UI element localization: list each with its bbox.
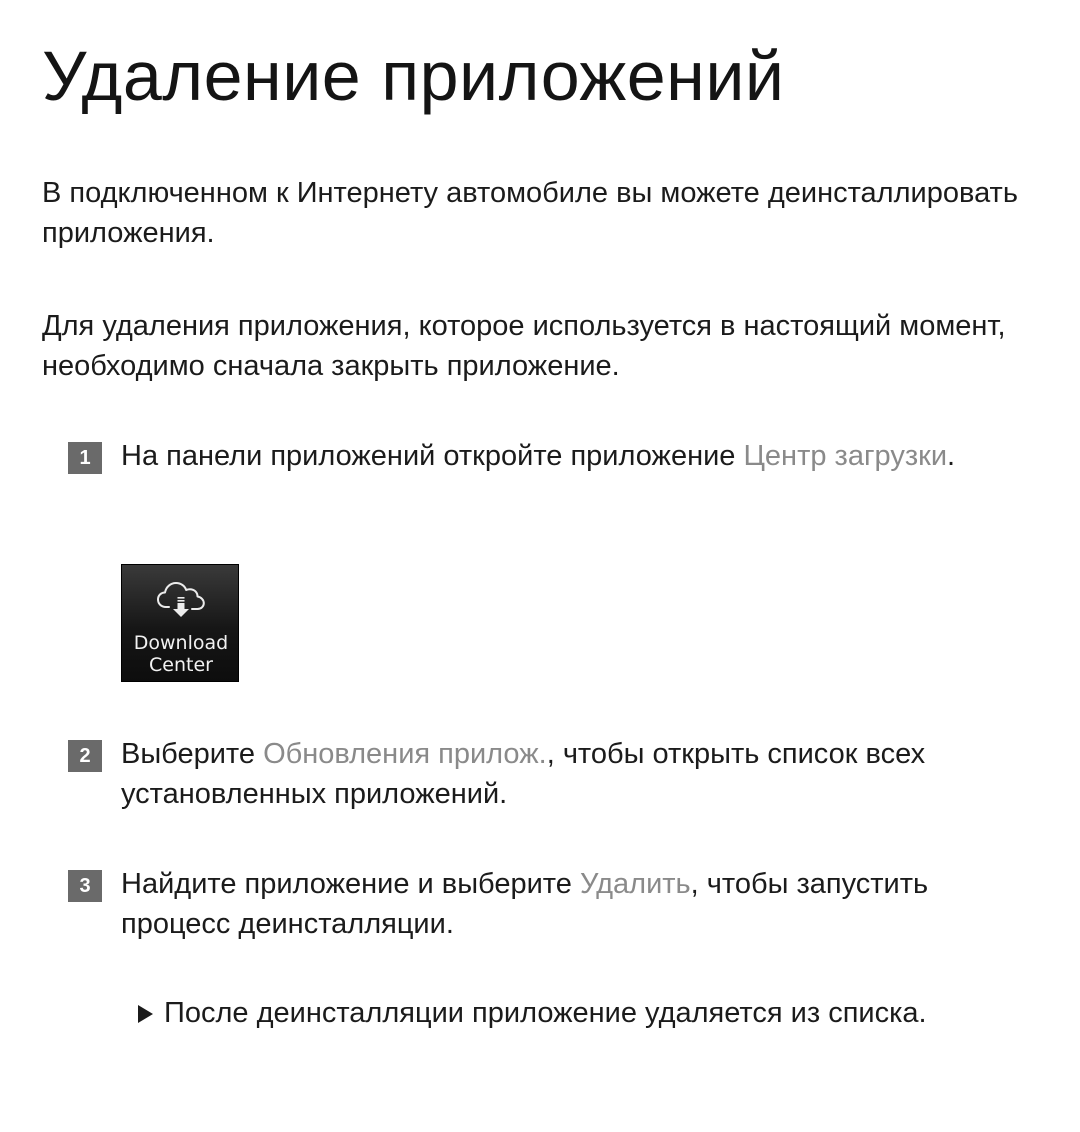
- app-tile-label-line2: Center: [149, 654, 213, 676]
- note-paragraph: Для удаления приложения, которое используется в настоящий момент, необходимо сначала закрыть приложение.: [42, 310, 1006, 382]
- step-result: [138, 993, 1058, 1033]
- step-text-before: На панели приложений откройте приложение: [121, 440, 744, 472]
- step-text-after: .: [947, 440, 956, 472]
- ui-term-delete: Удалить: [579, 868, 691, 900]
- step-text: [121, 734, 1041, 814]
- step-number-badge: 1: [68, 442, 102, 474]
- ui-term-app-updates: Обновления прилож.: [263, 738, 547, 770]
- step-text-before: Выберите: [121, 738, 264, 770]
- step-text-after: , чтобы запустить процесс деинсталляции.: [121, 868, 929, 940]
- step-text-after: , чтобы открыть список всех установленных приложений.: [121, 738, 926, 810]
- download-center-app-tile[interactable]: [121, 564, 239, 682]
- ui-term-download-center: Центр загрузки: [743, 440, 948, 472]
- result-text: После деинсталляции приложение удаляется из списка.: [164, 997, 927, 1029]
- cloud-download-icon: [156, 579, 206, 621]
- step-number-badge: 3: [68, 870, 102, 902]
- result-arrow-icon: [138, 1005, 153, 1023]
- intro-paragraph: В подключенном к Интернету автомобиле вы можете деинсталлировать приложения.: [42, 177, 1018, 249]
- step-number-badge: 2: [68, 740, 102, 772]
- step-text: [121, 436, 1041, 476]
- page-title: Удаление приложений: [42, 37, 785, 115]
- step-text-before: Найдите приложение и выберите: [121, 868, 580, 900]
- app-tile-label-line1: Download: [133, 632, 229, 654]
- step-text: [121, 864, 1041, 944]
